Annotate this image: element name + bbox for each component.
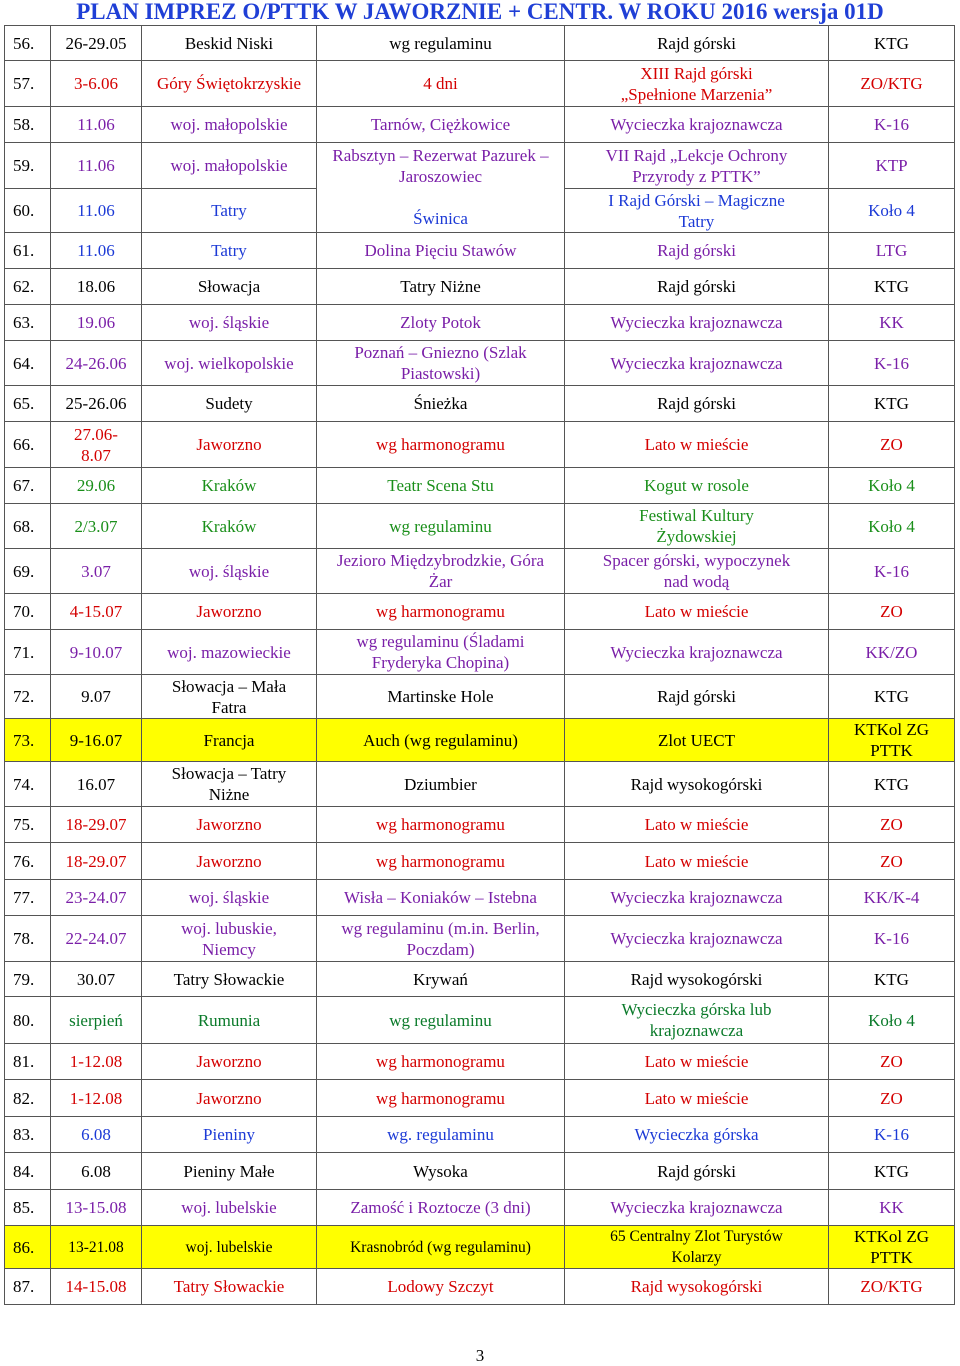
row-region: woj. śląskie xyxy=(142,305,317,341)
events-table xyxy=(4,25,955,1305)
row-type: Wycieczka krajoznawcza xyxy=(565,107,829,143)
row-number: 65. xyxy=(5,386,51,422)
row-region: Jaworzno xyxy=(142,1044,317,1080)
row-place-line: Fryderyka Chopina) xyxy=(371,653,510,672)
row-date: 18-29.07 xyxy=(51,807,142,843)
row-organizer: Koło 4 xyxy=(829,997,955,1044)
row-place: Wisła – Koniaków – Istebna xyxy=(317,880,565,916)
row-date: 11.06 xyxy=(51,233,142,269)
row-number: 78. xyxy=(5,916,51,962)
row-place-line: Poznań – Gniezno (Szlak xyxy=(354,343,527,362)
table-row xyxy=(5,504,955,549)
row-date: 19.06 xyxy=(51,305,142,341)
row-type xyxy=(565,143,829,189)
row-region: Góry Świętokrzyskie xyxy=(142,61,317,107)
row-number: 74. xyxy=(5,762,51,807)
table-row xyxy=(5,549,955,594)
row-organizer: Koło 4 xyxy=(829,504,955,549)
row-organizer: ZO/KTG xyxy=(829,1269,955,1305)
row-region: Beskid Niski xyxy=(142,26,317,61)
row-type xyxy=(565,1226,829,1269)
table-row xyxy=(5,233,955,269)
row-type-line: I Rajd Górski – Magiczne xyxy=(608,190,785,210)
row-type xyxy=(565,61,829,107)
row-place-line: Rabsztyn – Rezerwat Pazurek – xyxy=(332,146,549,165)
row-organizer: ZO xyxy=(829,594,955,630)
row-number: 56. xyxy=(5,26,51,61)
row-place: wg harmonogramu xyxy=(317,843,565,880)
row-organizer: KTG xyxy=(829,26,955,61)
table-row xyxy=(5,880,955,916)
table-row xyxy=(5,675,955,719)
row-type: Wycieczka krajoznawcza xyxy=(565,305,829,341)
table-row xyxy=(5,997,955,1044)
table-row xyxy=(5,305,955,341)
row-organizer: K-16 xyxy=(829,107,955,143)
row-region: woj. śląskie xyxy=(142,549,317,594)
table-row xyxy=(5,916,955,962)
row-place-line: Jaroszowiec xyxy=(398,167,483,186)
row-region: woj. śląskie xyxy=(142,880,317,916)
row-region: Pieniny xyxy=(142,1117,317,1153)
row-type: Wycieczka krajoznawcza xyxy=(565,880,829,916)
row-type xyxy=(565,549,829,594)
row-region: Jaworzno xyxy=(142,843,317,880)
row-number: 75. xyxy=(5,807,51,843)
row-date: 29.06 xyxy=(51,468,142,504)
row-number: 72. xyxy=(5,675,51,719)
row-region: Francja xyxy=(142,719,317,762)
row-type-line: Kolarzy xyxy=(671,1249,722,1266)
row-number: 76. xyxy=(5,843,51,880)
row-type-line: Przyrody z PTTK” xyxy=(632,166,761,186)
row-place: wg regulaminu xyxy=(317,26,565,61)
row-place: Dziumbier xyxy=(317,762,565,807)
table-row xyxy=(5,594,955,630)
row-number: 81. xyxy=(5,1044,51,1080)
row-place-line: Żar xyxy=(428,572,453,591)
row-region-line: woj. lubuskie, xyxy=(181,918,277,938)
row-date: 1-12.08 xyxy=(51,1080,142,1117)
row-date xyxy=(51,422,142,468)
row-organizer: K-16 xyxy=(829,341,955,386)
row-region: woj. lubelskie xyxy=(142,1190,317,1226)
row-organizer: KK/K-4 xyxy=(829,880,955,916)
row-type: Rajd górski xyxy=(565,1153,829,1190)
row-place: Tarnów, Ciężkowice xyxy=(317,107,565,143)
table-row xyxy=(5,1080,955,1117)
row-number: 82. xyxy=(5,1080,51,1117)
row-date: 9-10.07 xyxy=(51,630,142,675)
row-type-line: Wycieczka górska lub xyxy=(621,1000,772,1019)
row-organizer: KTP xyxy=(829,143,955,189)
row-region: Jaworzno xyxy=(142,594,317,630)
row-region: Tatry xyxy=(142,189,317,233)
row-type: Lato w mieście xyxy=(565,843,829,880)
row-date: 4-15.07 xyxy=(51,594,142,630)
row-place: wg harmonogramu xyxy=(317,1080,565,1117)
row-region: woj. małopolskie xyxy=(142,143,317,189)
row-type-line: Tatry xyxy=(678,211,715,231)
row-place: Lodowy Szczyt xyxy=(317,1269,565,1305)
row-place: 4 dni xyxy=(317,61,565,107)
row-date: 13-21.08 xyxy=(51,1226,142,1269)
row-region: Rumunia xyxy=(142,997,317,1044)
row-place: Auch (wg regulaminu) xyxy=(317,719,565,762)
row-region: woj. mazowieckie xyxy=(142,630,317,675)
row-number: 84. xyxy=(5,1153,51,1190)
row-number: 80. xyxy=(5,997,51,1044)
row-region-line: Słowacja – Tatry xyxy=(171,764,287,783)
row-place-line: Jezioro Międzybrodzkie, Góra xyxy=(336,551,545,570)
row-organizer: KK xyxy=(829,305,955,341)
row-type-line: XIII Rajd górski xyxy=(640,63,753,83)
row-type xyxy=(565,189,829,233)
row-type: Rajd górski xyxy=(565,26,829,61)
row-type-line: Spacer górski, wypoczynek xyxy=(602,551,791,570)
page-number: 3 xyxy=(475,1346,485,1365)
row-type: Lato w mieście xyxy=(565,1080,829,1117)
row-number: 57. xyxy=(5,61,51,107)
row-number: 68. xyxy=(5,504,51,549)
row-organizer-line: PTTK xyxy=(870,1248,913,1267)
row-organizer: ZO xyxy=(829,1044,955,1080)
table-row xyxy=(5,1044,955,1080)
row-type: Wycieczka krajoznawcza xyxy=(565,916,829,962)
row-type: Rajd wysokogórski xyxy=(565,762,829,807)
row-organizer: KTG xyxy=(829,1153,955,1190)
row-date: 30.07 xyxy=(51,962,142,997)
row-number: 71. xyxy=(5,630,51,675)
row-date: 11.06 xyxy=(51,107,142,143)
table-row-highlighted xyxy=(5,719,955,762)
row-place xyxy=(317,143,565,233)
row-place: wg harmonogramu xyxy=(317,807,565,843)
row-date: 18.06 xyxy=(51,269,142,305)
row-number: 62. xyxy=(5,269,51,305)
row-place: Krasnobród (wg regulaminu) xyxy=(317,1226,565,1269)
row-date-line: 27.06- xyxy=(74,424,118,444)
row-region: Tatry xyxy=(142,233,317,269)
row-type: Rajd wysokogórski xyxy=(565,1269,829,1305)
row-region-line: Niemcy xyxy=(202,939,256,959)
row-region: Jaworzno xyxy=(142,422,317,468)
row-type-line: 65 Centralny Zlot Turystów xyxy=(610,1228,783,1245)
row-place xyxy=(317,341,565,386)
row-region: Jaworzno xyxy=(142,807,317,843)
row-number: 79. xyxy=(5,962,51,997)
row-number: 60. xyxy=(5,189,51,233)
row-type: Lato w mieście xyxy=(565,422,829,468)
row-organizer-line: KTKol ZG xyxy=(853,720,930,739)
row-organizer: K-16 xyxy=(829,1117,955,1153)
table-row xyxy=(5,107,955,143)
table-row xyxy=(5,468,955,504)
row-date: 22-24.07 xyxy=(51,916,142,962)
row-organizer: KTG xyxy=(829,762,955,807)
row-number: 70. xyxy=(5,594,51,630)
row-date: 9.07 xyxy=(51,675,142,719)
row-place: Wysoka xyxy=(317,1153,565,1190)
row-organizer xyxy=(829,1226,955,1269)
row-type: Wycieczka krajoznawcza xyxy=(565,630,829,675)
table-row xyxy=(5,61,955,107)
row-organizer: ZO xyxy=(829,843,955,880)
row-date: 11.06 xyxy=(51,189,142,233)
row-type: Wycieczka krajoznawcza xyxy=(565,1190,829,1226)
row-type: Wycieczka krajoznawcza xyxy=(565,341,829,386)
row-type xyxy=(565,997,829,1044)
row-place-line: Świnica xyxy=(413,209,468,228)
table-row xyxy=(5,422,955,468)
row-region-line: Niżne xyxy=(208,785,250,804)
row-region: Słowacja xyxy=(142,269,317,305)
row-organizer: KTG xyxy=(829,269,955,305)
row-organizer-line: PTTK xyxy=(870,741,913,760)
row-place-line: Piastowski) xyxy=(400,364,481,383)
row-organizer-line: KTKol ZG xyxy=(853,1227,930,1246)
table-row xyxy=(5,1190,955,1226)
row-number: 58. xyxy=(5,107,51,143)
row-place: wg regulaminu xyxy=(317,504,565,549)
row-date: 18-29.07 xyxy=(51,843,142,880)
row-date: 2/3.07 xyxy=(51,504,142,549)
row-place xyxy=(317,916,565,962)
table-row xyxy=(5,630,955,675)
table-row-highlighted xyxy=(5,1226,955,1269)
row-type-line: krajoznawcza xyxy=(649,1021,744,1040)
row-type: Lato w mieście xyxy=(565,594,829,630)
row-organizer: KTG xyxy=(829,386,955,422)
table-row xyxy=(5,1117,955,1153)
row-organizer: ZO xyxy=(829,807,955,843)
row-place-line: Poczdam) xyxy=(406,939,475,959)
row-place: Zloty Potok xyxy=(317,305,565,341)
row-region: Tatry Słowackie xyxy=(142,962,317,997)
row-number: 69. xyxy=(5,549,51,594)
row-place: Zamość i Roztocze (3 dni) xyxy=(317,1190,565,1226)
row-date: 3.07 xyxy=(51,549,142,594)
row-date: 13-15.08 xyxy=(51,1190,142,1226)
row-number: 66. xyxy=(5,422,51,468)
row-date: 23-24.07 xyxy=(51,880,142,916)
row-type-line: nad wodą xyxy=(663,572,730,591)
table-row xyxy=(5,1269,955,1305)
row-region: Kraków xyxy=(142,504,317,549)
row-organizer: K-16 xyxy=(829,916,955,962)
row-place xyxy=(317,549,565,594)
row-type: Lato w mieście xyxy=(565,1044,829,1080)
document-title: PLAN IMPREZ O/PTTK W JAWORZNIE + CENTR. W ROKU 2016 wersja 01D xyxy=(76,0,884,24)
row-place: wg. regulaminu xyxy=(317,1117,565,1153)
row-place: wg regulaminu xyxy=(317,997,565,1044)
row-type: Wycieczka górska xyxy=(565,1117,829,1153)
row-region xyxy=(142,675,317,719)
table-row xyxy=(5,1153,955,1190)
row-region: woj. małopolskie xyxy=(142,107,317,143)
row-region xyxy=(142,762,317,807)
row-type: Rajd górski xyxy=(565,233,829,269)
row-region: woj. lubelskie xyxy=(142,1226,317,1269)
row-date: 6.08 xyxy=(51,1117,142,1153)
row-type: Rajd wysokogórski xyxy=(565,962,829,997)
row-date: 3-6.06 xyxy=(51,61,142,107)
row-organizer: ZO xyxy=(829,1080,955,1117)
row-region xyxy=(142,916,317,962)
row-date: sierpień xyxy=(51,997,142,1044)
row-number: 64. xyxy=(5,341,51,386)
row-type-line: Żydowskiej xyxy=(656,527,737,546)
row-date: 25-26.06 xyxy=(51,386,142,422)
row-number: 73. xyxy=(5,719,51,762)
table-row xyxy=(5,386,955,422)
row-place: Tatry Niżne xyxy=(317,269,565,305)
row-place: Krywań xyxy=(317,962,565,997)
row-number: 87. xyxy=(5,1269,51,1305)
row-number: 83. xyxy=(5,1117,51,1153)
row-number: 63. xyxy=(5,305,51,341)
row-number: 61. xyxy=(5,233,51,269)
row-organizer xyxy=(829,719,955,762)
row-number: 77. xyxy=(5,880,51,916)
row-type-line: VII Rajd „Lekcje Ochrony xyxy=(605,145,788,165)
row-place: wg harmonogramu xyxy=(317,594,565,630)
row-place-line: wg regulaminu (Śladami xyxy=(356,632,525,651)
row-organizer: LTG xyxy=(829,233,955,269)
row-date: 14-15.08 xyxy=(51,1269,142,1305)
row-date: 24-26.06 xyxy=(51,341,142,386)
row-organizer: KK xyxy=(829,1190,955,1226)
row-type: Rajd górski xyxy=(565,386,829,422)
row-place: wg harmonogramu xyxy=(317,422,565,468)
row-organizer: K-16 xyxy=(829,549,955,594)
row-type: Rajd górski xyxy=(565,675,829,719)
row-type: Kogut w rosole xyxy=(565,468,829,504)
row-date: 6.08 xyxy=(51,1153,142,1190)
row-organizer: KTG xyxy=(829,675,955,719)
row-place: Martinske Hole xyxy=(317,675,565,719)
table-row xyxy=(5,143,955,189)
row-place: Śnieżka xyxy=(317,386,565,422)
row-date: 1-12.08 xyxy=(51,1044,142,1080)
table-row xyxy=(5,26,955,61)
row-organizer: Koło 4 xyxy=(829,189,955,233)
row-type: Lato w mieście xyxy=(565,807,829,843)
row-date: 9-16.07 xyxy=(51,719,142,762)
table-row xyxy=(5,762,955,807)
row-region: woj. wielkopolskie xyxy=(142,341,317,386)
row-place xyxy=(317,630,565,675)
row-type: Zlot UECT xyxy=(565,719,829,762)
row-number: 86. xyxy=(5,1226,51,1269)
table-row xyxy=(5,843,955,880)
row-place: Dolina Pięciu Stawów xyxy=(317,233,565,269)
row-region: Jaworzno xyxy=(142,1080,317,1117)
row-type xyxy=(565,504,829,549)
row-region: Tatry Słowackie xyxy=(142,1269,317,1305)
row-number: 85. xyxy=(5,1190,51,1226)
row-place: wg harmonogramu xyxy=(317,1044,565,1080)
table-row xyxy=(5,807,955,843)
row-region: Pieniny Małe xyxy=(142,1153,317,1190)
row-type-line: „Spełnione Marzenia” xyxy=(620,84,773,104)
row-organizer: KTG xyxy=(829,962,955,997)
row-region: Sudety xyxy=(142,386,317,422)
row-organizer: ZO xyxy=(829,422,955,468)
row-region-line: Słowacja – Mała xyxy=(171,676,287,696)
row-date: 11.06 xyxy=(51,143,142,189)
row-organizer: Koło 4 xyxy=(829,468,955,504)
table-row xyxy=(5,269,955,305)
row-date: 26-29.05 xyxy=(51,26,142,61)
row-number: 59. xyxy=(5,143,51,189)
row-date: 16.07 xyxy=(51,762,142,807)
table-row xyxy=(5,341,955,386)
row-type-line: Festiwal Kultury xyxy=(639,506,754,525)
row-organizer: ZO/KTG xyxy=(829,61,955,107)
row-place-line: wg regulaminu (m.in. Berlin, xyxy=(341,918,540,938)
row-number: 67. xyxy=(5,468,51,504)
row-date-line: 8.07 xyxy=(81,445,111,465)
table-row xyxy=(5,962,955,997)
row-region: Kraków xyxy=(142,468,317,504)
row-place: Teatr Scena Stu xyxy=(317,468,565,504)
row-organizer: KK/ZO xyxy=(829,630,955,675)
row-region-line: Fatra xyxy=(211,697,247,717)
row-type: Rajd górski xyxy=(565,269,829,305)
